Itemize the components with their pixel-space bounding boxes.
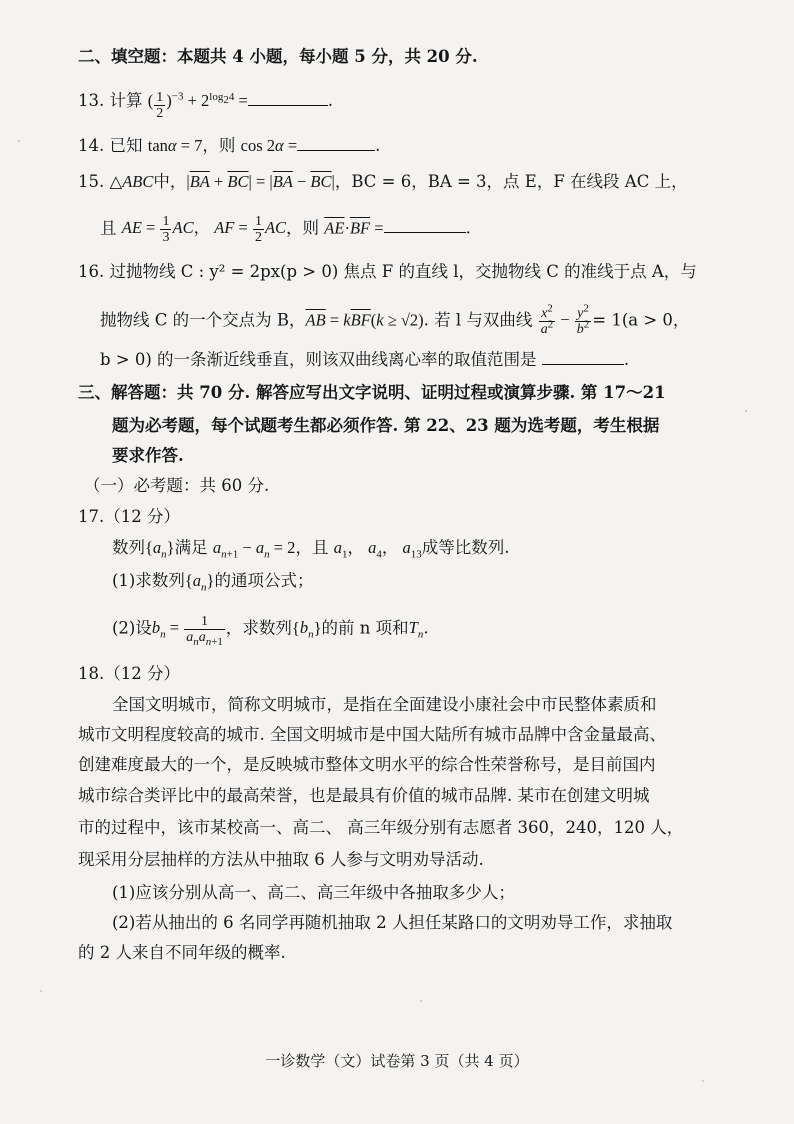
- section-3-heading-line-3: 要求作答.: [112, 446, 184, 465]
- question-text: ，求数列: [225, 618, 292, 638]
- section-3-subheading: （一）必考题：共 60 分.: [84, 476, 270, 495]
- question-15: [78, 172, 688, 192]
- scan-speck: [745, 410, 747, 412]
- question-text: ，则: [202, 136, 236, 155]
- question-text: 且: [100, 218, 117, 238]
- math-expression: $\{b_n\}$: [291, 618, 322, 641]
- section-2-heading: 二、填空题：本题共 4 小题，每小题 5 分，共 20 分.: [78, 47, 478, 66]
- question-18-paragraph-line: 现采用分层抽样的方法从中抽取 6 人参与文明劝导活动.: [78, 850, 484, 869]
- question-18-paragraph-line: 创建难度最大的一个，是反映城市整体文明水平的综合性荣誉称号，是目前国内: [78, 755, 656, 774]
- question-14: 14. 已知 tanα = 7，则 cos 2α = .: [78, 136, 381, 155]
- math-expression: $b_n$ = $\frac{1}{a_na_{n+1}}$: [151, 614, 223, 648]
- math-expression: cos 2α =: [240, 136, 298, 155]
- math-expression: $a_{n+1} - a_n = 2$: [212, 538, 296, 561]
- answer-blank: [384, 231, 466, 233]
- question-text: 数列: [112, 538, 145, 557]
- question-text: 的前 n 项和: [321, 618, 409, 638]
- math-expression: $T_n$: [408, 618, 424, 641]
- question-16-line-2: [100, 302, 690, 337]
- scan-speck: [18, 140, 20, 142]
- scan-speck: [702, 1080, 704, 1082]
- scan-speck: [420, 1000, 422, 1002]
- math-expression: $a_1$， $a_4$， $a_{13}$: [333, 538, 422, 561]
- question-18-head: 18.（12 分）: [78, 664, 180, 683]
- section-3-heading-line-2: 题为必考题，每个试题考生都必须作答. 第 22、23 题为选考题，考生根据: [112, 416, 660, 435]
- question-text: b > 0) 的一条渐近线垂直，则该双曲线离心率的取值范围是: [100, 350, 537, 369]
- math-expression: $\frac{x^2}{a^2}$ − $\frac{y^2}{b^2}$: [540, 302, 590, 337]
- scan-speck: [40, 990, 42, 992]
- question-number: 15.: [78, 172, 105, 191]
- math-expression: △ABC: [109, 172, 154, 191]
- question-18-paragraph-line: 市的过程中，该市某校高一、高二、 高三年级分别有志愿者 360，240，120 人，: [78, 818, 684, 837]
- question-number: 16.: [78, 262, 105, 281]
- answer-blank: [248, 104, 328, 106]
- question-text: 中，: [153, 172, 187, 191]
- question-text: 抛物线 C 的一个交点为 B，: [100, 310, 306, 330]
- question-17-stem: [112, 538, 510, 561]
- question-text: = 1(a > 0，: [592, 310, 690, 330]
- question-text: . 若 l 与双曲线: [423, 310, 533, 330]
- question-17-head: 17.（12 分）: [78, 507, 180, 526]
- question-13: 13. 计算 ( $\frac{1}{2}$ )$^{-3} + 2^{log_24}$ = .: [78, 90, 334, 121]
- question-18-paragraph-line: 全国文明城市，简称文明城市，是指在全面建设小康社会中市民整体素质和: [112, 695, 657, 714]
- math-expression: $\overline{AE}\cdot\overline{BF}$ =: [324, 218, 384, 238]
- math-expression: $|\overline{BA} + \overline{BC}| = |\overline{BA} - \overline{BC}|$: [186, 172, 335, 191]
- section-3-heading: 三、解答题：共 70 分. 解答应写出文字说明、证明过程或演算步骤. 第 17～21: [78, 383, 666, 402]
- question-text: 过抛物线 C : y² = 2px(p > 0) 焦点 F 的直线 l，交抛物线 C 的准线于点 A，与: [109, 262, 697, 281]
- question-text: 成等比数列.: [421, 538, 510, 557]
- math-expression: tanα = 7: [147, 136, 203, 155]
- math-expression: ( $\frac{1}{2}$ )$^{-3} + 2^{log_24}$ =: [147, 90, 248, 121]
- question-text: ，且: [295, 538, 329, 557]
- question-18-paragraph-line: 城市综合类评比中的最高荣誉，也是最具有价值的城市品牌. 某市在创建文明城: [78, 786, 650, 805]
- question-17-part-1: [112, 571, 314, 594]
- question-18-part-2: (2)若从抽出的 6 名同学再随机抽取 2 人担任某路口的文明劝导工作，求抽取: [112, 913, 673, 932]
- question-text: (2)设: [112, 618, 152, 638]
- question-text: 已知: [109, 136, 143, 155]
- question-18-part-1: (1)应该分别从高一、高二、高三年级中各抽取多少人；: [112, 883, 515, 902]
- question-text: 计算: [109, 91, 143, 110]
- math-expression: AE = $\frac{1}{3}$ AC， AF = $\frac{1}{2}$ AC: [121, 214, 287, 245]
- answer-blank: [542, 363, 624, 365]
- answer-blank: [297, 149, 375, 151]
- question-number: 13.: [78, 91, 105, 110]
- question-text: 的通项公式；: [214, 571, 314, 590]
- question-text: 满足: [174, 538, 208, 557]
- question-17-part-2: (2)设$b_n$ = $\frac{1}{a_na_{n+1}}$ ，求数列$\{b_n\}$的前 n 项和$T_n$.: [112, 614, 429, 648]
- question-text: ，BC = 6，BA = 3，点 E，F 在线段 AC 上，: [334, 172, 688, 191]
- question-number: 14.: [78, 136, 105, 155]
- question-15-line-2: 且 AE = $\frac{1}{3}$ AC， AF = $\frac{1}{2}$ AC，则 $\overline{AE}\cdot\overline{BF}$ = .: [100, 214, 471, 245]
- question-18-part-2-cont: 的 2 人来自不同年级的概率.: [78, 943, 286, 962]
- question-text: ，则: [286, 218, 320, 238]
- math-expression: $\{a_n\}$: [145, 538, 175, 561]
- question-16-line-3: b > 0) 的一条渐近线垂直，则该双曲线离心率的取值范围是 .: [100, 350, 630, 369]
- page-footer: 一诊数学（文）试卷第 3 页（共 4 页）: [265, 1052, 529, 1070]
- math-expression: $\{a_n\}$: [184, 571, 215, 594]
- question-16: [78, 262, 697, 282]
- question-text: (1)求数列: [112, 571, 185, 590]
- math-expression: $\overline{AB} = k\overline{BF}(k \ge √2)$: [305, 310, 424, 330]
- question-18-paragraph-line: 城市文明程度较高的城市. 全国文明城市是中国大陆所有城市品牌中含金量最高、: [78, 725, 666, 744]
